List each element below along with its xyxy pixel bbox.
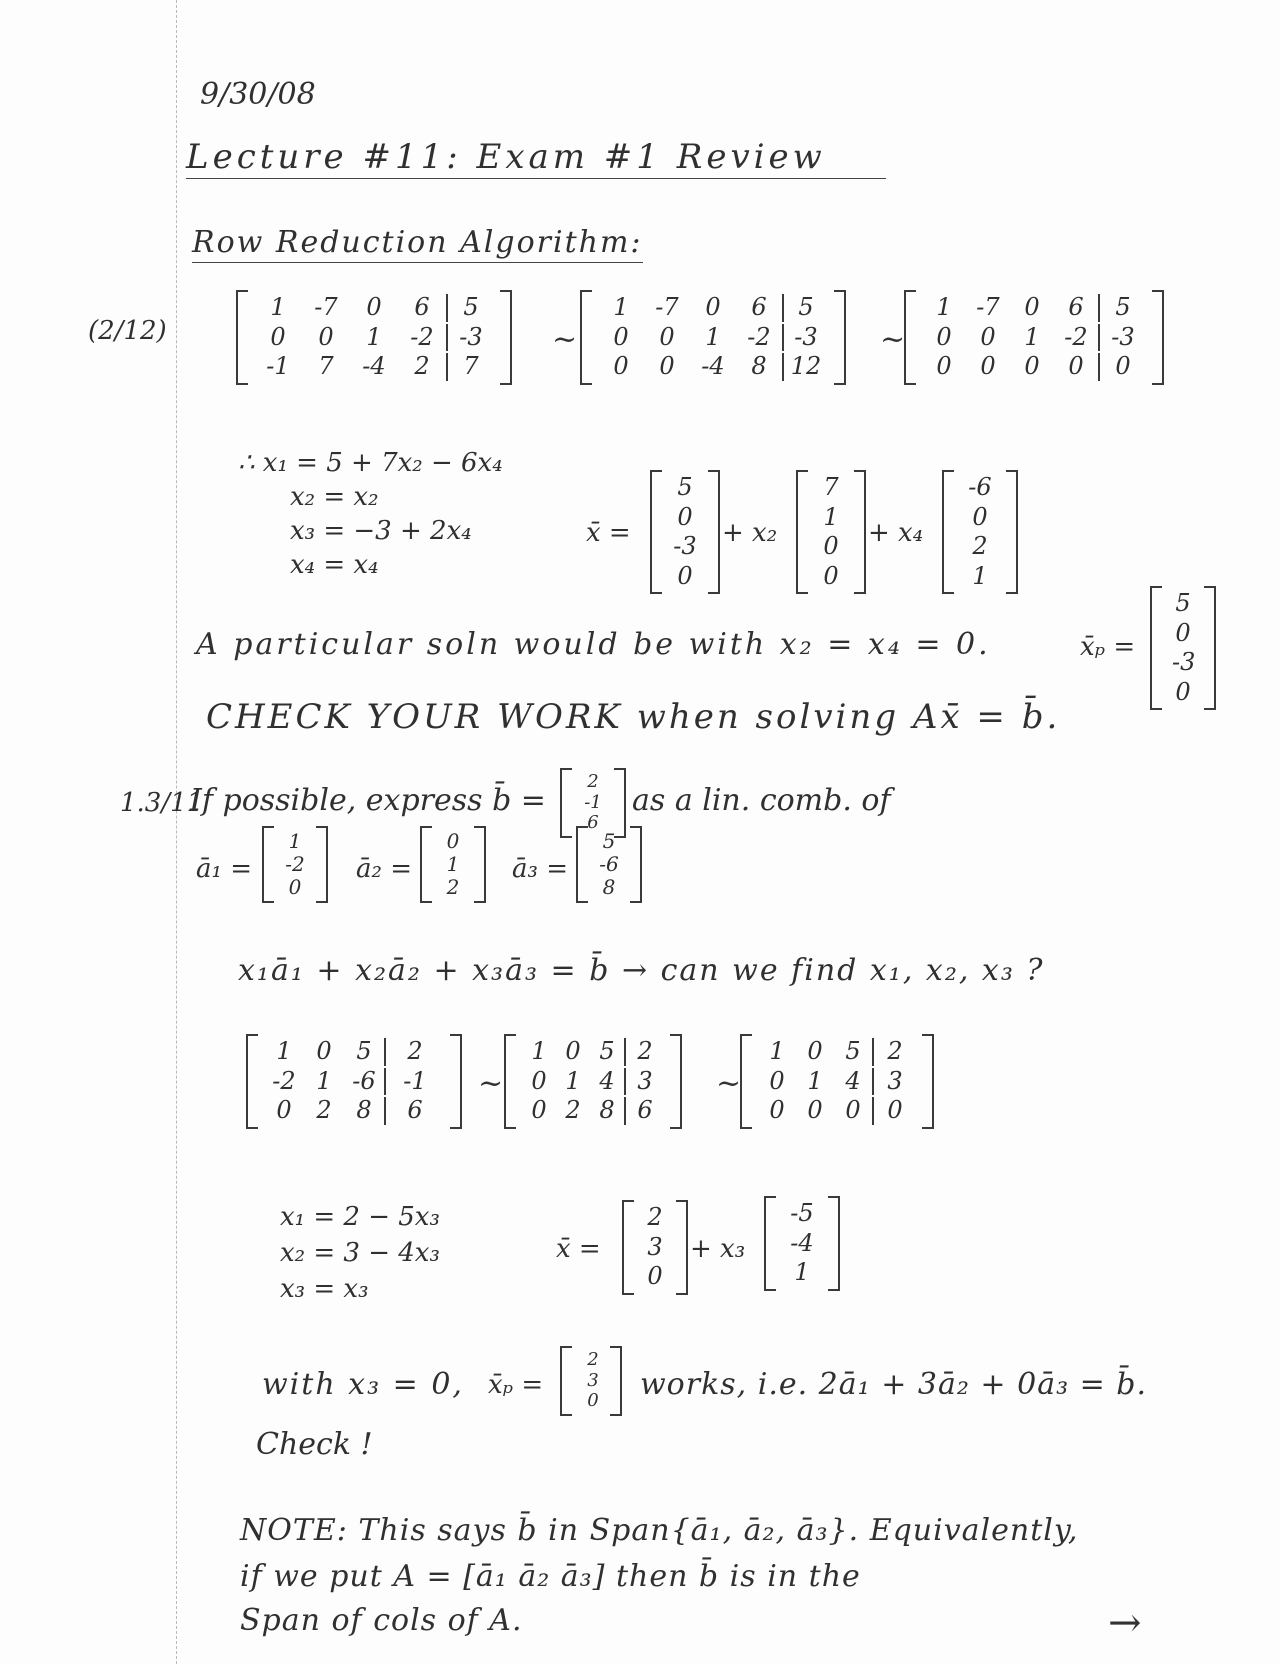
- problem1-ref: (2/12): [88, 316, 167, 346]
- equation-line: x₄ = x₄: [290, 550, 379, 580]
- matrix-grid: [634, 1200, 676, 1295]
- bracket: [1006, 470, 1018, 594]
- matrix-entry: 3: [647, 1232, 663, 1261]
- matrix-entry: 2: [624, 1038, 664, 1066]
- equation-line: x₁ = 2 − 5x₃: [280, 1202, 440, 1232]
- margin-line: [176, 0, 177, 1664]
- bracket: [474, 826, 486, 903]
- bracket: [922, 1034, 934, 1129]
- matrix-entry: -6: [599, 852, 619, 876]
- matrix-entry: -7: [976, 293, 1000, 321]
- matrix-entry: 0: [936, 352, 952, 381]
- bracket: [262, 826, 274, 903]
- matrix-entry: 0: [705, 293, 721, 321]
- matrix-grid: [916, 290, 1152, 385]
- matrix-entry: 2: [587, 1349, 599, 1370]
- matrix-entry: -5: [790, 1199, 814, 1227]
- matrix-entry: 5: [602, 829, 616, 853]
- bracket: [796, 470, 808, 594]
- bracket: [316, 826, 328, 903]
- matrix-entry: 8: [356, 1096, 372, 1125]
- matrix-grid: [954, 470, 1006, 594]
- bracket: [560, 768, 572, 838]
- matrix-grid: [1162, 586, 1204, 710]
- matrix-entry: 3: [872, 1068, 916, 1096]
- row-equivalent-tilde: ~: [716, 1066, 742, 1101]
- works-text: works, i.e. 2ā₁ + 3ā₂ + 0ā₃ = b̄.: [640, 1367, 1148, 1402]
- bracket: [708, 470, 720, 594]
- matrix-entry: 1: [446, 852, 460, 876]
- bracket: [670, 1034, 682, 1129]
- matrix-entry: 0: [1098, 353, 1146, 381]
- matrix-entry: 2: [316, 1096, 332, 1125]
- a2-label: ā₂ =: [356, 854, 412, 884]
- check-text: Check !: [256, 1427, 373, 1462]
- matrix-entry: 0: [980, 352, 996, 381]
- matrix-entry: 3: [587, 1369, 599, 1391]
- coefficient-x2: + x₂: [722, 518, 778, 548]
- bracket: [854, 470, 866, 594]
- date: 9/30/08: [200, 77, 316, 112]
- matrix-entry: 2: [587, 771, 599, 792]
- matrix-grid: [588, 826, 630, 903]
- matrix-grid: [592, 290, 834, 385]
- matrix-entry: 3: [624, 1068, 664, 1096]
- matrix-entry: -3: [1172, 648, 1196, 677]
- matrix-grid: [274, 826, 316, 903]
- matrix-entry: 2: [446, 875, 460, 899]
- row-equivalent-tilde: ~: [552, 322, 578, 357]
- matrix-entry: 8: [599, 1096, 615, 1125]
- matrix-entry: 12: [782, 353, 828, 381]
- matrix-4: [246, 1034, 462, 1129]
- vector-x4: [942, 470, 1018, 594]
- bracket: [740, 1034, 752, 1129]
- matrix-entry: 5: [446, 294, 494, 322]
- matrix-entry: 0: [613, 352, 629, 381]
- bracket: [610, 1346, 622, 1416]
- matrix-entry: -2: [747, 322, 771, 351]
- matrix-entry: 7: [823, 473, 839, 501]
- particular-solution-label-2: x̄ₚ =: [488, 1370, 544, 1400]
- bracket: [904, 290, 916, 385]
- vector-a3: [576, 826, 642, 903]
- matrix-entry: 2: [384, 1038, 444, 1066]
- matrix-entry: -2: [285, 852, 305, 876]
- matrix-entry: 0: [872, 1097, 916, 1125]
- matrix-entry: 0: [565, 1037, 581, 1065]
- matrix-entry: 0: [677, 561, 693, 590]
- matrix-entry: 0: [845, 1096, 861, 1125]
- bracket: [1204, 586, 1216, 710]
- matrix-entry: 4: [599, 1066, 615, 1095]
- bracket: [650, 470, 662, 594]
- matrix-entry: -6: [352, 1066, 376, 1095]
- matrix-entry: -2: [410, 322, 434, 351]
- bracket: [630, 826, 642, 903]
- matrix-entry: 0: [270, 322, 286, 351]
- note-line: NOTE: This says b̄ in Span{ā₁, ā₂, ā₃}. Equivalently,: [240, 1513, 1079, 1548]
- matrix-entry: 0: [531, 1066, 547, 1095]
- lecture-title: Lecture #11: Exam #1 Review: [186, 140, 886, 179]
- with-x3-text: with x₃ = 0,: [262, 1367, 464, 1402]
- matrix-entry: 0: [823, 561, 839, 590]
- coefficient-x4: + x₄: [868, 518, 924, 548]
- matrix-entry: 0: [1024, 293, 1040, 321]
- vector-base: [650, 470, 720, 594]
- problem2-ref: 1.3/11: [120, 788, 204, 818]
- matrix-entry: 2: [647, 1203, 663, 1231]
- matrix-grid: [516, 1034, 670, 1129]
- matrix-entry: -3: [782, 324, 828, 352]
- matrix-entry: -3: [673, 532, 697, 561]
- continue-arrow-icon: →: [1108, 1600, 1142, 1646]
- matrix-entry: 0: [647, 1262, 663, 1291]
- bracket: [1152, 290, 1164, 385]
- matrix-entry: 6: [414, 293, 430, 321]
- matrix-entry: 0: [446, 829, 460, 853]
- a3-label: ā₃ =: [512, 854, 568, 884]
- bracket: [420, 826, 432, 903]
- coefficient-x3: + x₃: [690, 1234, 746, 1264]
- matrix-entry: 6: [384, 1097, 444, 1125]
- matrix-entry: 1: [936, 293, 952, 321]
- matrix-entry: 0: [936, 322, 952, 351]
- equation-line: x₂ = 3 − 4x₃: [280, 1238, 440, 1268]
- matrix-3: [904, 290, 1164, 385]
- matrix-grid: [432, 826, 474, 903]
- vector-a1: [262, 826, 328, 903]
- bracket: [828, 1196, 840, 1291]
- particular-solution-label: x̄ₚ =: [1080, 632, 1136, 662]
- bracket: [622, 1200, 634, 1295]
- matrix-entry: -7: [655, 293, 679, 321]
- matrix-entry: 1: [288, 829, 302, 853]
- matrix-grid: [808, 470, 854, 594]
- matrix-entry: 2: [414, 352, 430, 381]
- bracket: [500, 290, 512, 385]
- matrix-entry: 0: [972, 502, 988, 531]
- vector-lhs: x̄ =: [586, 518, 631, 548]
- matrix-entry: 1: [807, 1066, 823, 1095]
- matrix-entry: 1: [972, 561, 988, 590]
- matrix-entry: 0: [980, 322, 996, 351]
- matrix-entry: 1: [823, 502, 839, 531]
- matrix-entry: 0: [1068, 352, 1084, 381]
- equation-line: x₃ = x₃: [280, 1274, 369, 1304]
- bracket: [1150, 586, 1162, 710]
- matrix-entry: 1: [366, 322, 382, 351]
- matrix-entry: 0: [318, 322, 334, 351]
- a1-label: ā₁ =: [196, 854, 252, 884]
- bracket: [236, 290, 248, 385]
- matrix-entry: 2: [972, 532, 988, 561]
- bracket: [560, 1346, 572, 1416]
- matrix-entry: 0: [587, 1390, 599, 1412]
- matrix-entry: 0: [677, 502, 693, 531]
- matrix-entry: 0: [531, 1096, 547, 1125]
- note-line: Span of cols of A.: [240, 1603, 523, 1638]
- matrix-entry: 0: [316, 1037, 332, 1065]
- matrix-entry: 1: [769, 1037, 785, 1065]
- matrix-entry: -1: [584, 791, 602, 813]
- bracket: [504, 1034, 516, 1129]
- particular-solution-text: A particular soln would be with x₂ = x₄ = 0.: [196, 627, 991, 662]
- matrix-entry: 1: [565, 1066, 581, 1095]
- matrix-entry: 1: [613, 293, 629, 321]
- matrix-entry: 0: [1024, 352, 1040, 381]
- matrix-entry: 0: [769, 1066, 785, 1095]
- matrix-entry: 1: [1024, 322, 1040, 351]
- matrix-entry: -3: [1098, 324, 1146, 352]
- matrix-entry: 8: [602, 875, 616, 899]
- matrix-entry: 0: [807, 1037, 823, 1065]
- bracket: [580, 290, 592, 385]
- section-heading: Row Reduction Algorithm:: [192, 228, 643, 263]
- matrix-entry: 0: [659, 322, 675, 351]
- matrix-6: [740, 1034, 934, 1129]
- matrix-entry: 0: [288, 875, 302, 899]
- particular-solution-vector: [1150, 586, 1216, 710]
- matrix-grid: [662, 470, 708, 594]
- matrix-entry: 1: [705, 322, 721, 351]
- matrix-entry: 0: [276, 1096, 292, 1125]
- matrix-entry: -1: [384, 1068, 444, 1096]
- particular-solution-vector-2: [560, 1346, 622, 1416]
- matrix-entry: -3: [446, 324, 494, 352]
- problem2-intro-cont: as a lin. comb. of: [632, 783, 891, 818]
- matrix-grid: [752, 1034, 922, 1129]
- matrix-entry: 5: [1175, 589, 1191, 617]
- vector-lhs: x̄ =: [556, 1234, 601, 1264]
- matrix-entry: 8: [751, 352, 767, 381]
- matrix-entry: 1: [316, 1066, 332, 1095]
- problem2-intro: If possible, express b̄ =: [190, 783, 546, 818]
- matrix-grid: [258, 1034, 450, 1129]
- matrix-entry: 6: [1068, 293, 1084, 321]
- matrix-entry: 0: [366, 293, 382, 321]
- matrix-entry: 0: [613, 322, 629, 351]
- matrix-entry: -4: [701, 352, 725, 381]
- row-equivalent-tilde: ~: [478, 1066, 504, 1101]
- bracket: [450, 1034, 462, 1129]
- equation-line: x₃ = −3 + 2x₄: [290, 516, 472, 546]
- matrix-entry: 2: [872, 1038, 916, 1066]
- matrix-entry: 0: [807, 1096, 823, 1125]
- matrix-entry: 0: [1175, 618, 1191, 647]
- matrix-entry: 0: [1175, 677, 1191, 706]
- bracket: [676, 1200, 688, 1295]
- matrix-entry: 7: [318, 352, 334, 381]
- matrix-entry: -2: [272, 1066, 296, 1095]
- matrix-entry: 1: [531, 1037, 547, 1065]
- matrix-entry: -7: [314, 293, 338, 321]
- matrix-entry: 0: [659, 352, 675, 381]
- matrix-entry: 6: [751, 293, 767, 321]
- matrix-entry: 4: [845, 1066, 861, 1095]
- matrix-entry: 5: [782, 294, 828, 322]
- linear-combination-question: x₁ā₁ + x₂ā₂ + x₃ā₃ = b̄ → can we find x₁, x₂, x₃ ?: [238, 953, 1045, 988]
- matrix-entry: 0: [823, 532, 839, 561]
- bracket: [942, 470, 954, 594]
- matrix-entry: 6: [624, 1097, 664, 1125]
- matrix-entry: -4: [790, 1228, 814, 1257]
- matrix-entry: 2: [565, 1096, 581, 1125]
- matrix-entry: -6: [968, 473, 992, 501]
- matrix-1: [236, 290, 512, 385]
- matrix-grid: [572, 1346, 610, 1416]
- matrix-entry: 0: [769, 1096, 785, 1125]
- vector-a2: [420, 826, 486, 903]
- matrix-entry: 1: [270, 293, 286, 321]
- matrix-entry: 6: [587, 812, 599, 834]
- check-your-work-reminder: CHECK YOUR WORK when solving Ax̄ = b̄.: [206, 697, 1061, 737]
- matrix-entry: 1: [794, 1258, 810, 1287]
- matrix-entry: 5: [356, 1037, 372, 1065]
- matrix-entry: 1: [276, 1037, 292, 1065]
- matrix-entry: 5: [845, 1037, 861, 1065]
- equation-line: ∴ x₁ = 5 + 7x₂ − 6x₄: [238, 448, 503, 478]
- matrix-entry: 5: [1098, 294, 1146, 322]
- matrix-entry: -1: [266, 352, 290, 381]
- matrix-grid: [248, 290, 500, 385]
- bracket: [576, 826, 588, 903]
- matrix-entry: 5: [677, 473, 693, 501]
- bracket: [246, 1034, 258, 1129]
- row-equivalent-tilde: ~: [880, 322, 906, 357]
- matrix-entry: -2: [1064, 322, 1088, 351]
- vector-x3: [764, 1196, 840, 1291]
- bracket: [834, 290, 846, 385]
- vector-base-2: [622, 1200, 688, 1295]
- matrix-grid: [776, 1196, 828, 1291]
- equation-line: x₂ = x₂: [290, 482, 379, 512]
- matrix-2: [580, 290, 846, 385]
- matrix-entry: 5: [599, 1037, 615, 1065]
- vector-x2: [796, 470, 866, 594]
- matrix-5: [504, 1034, 682, 1129]
- bracket: [764, 1196, 776, 1291]
- note-line: if we put A = [ā₁ ā₂ ā₃] then b̄ is in the: [240, 1559, 861, 1594]
- matrix-entry: -4: [362, 352, 386, 381]
- matrix-entry: 7: [446, 353, 494, 381]
